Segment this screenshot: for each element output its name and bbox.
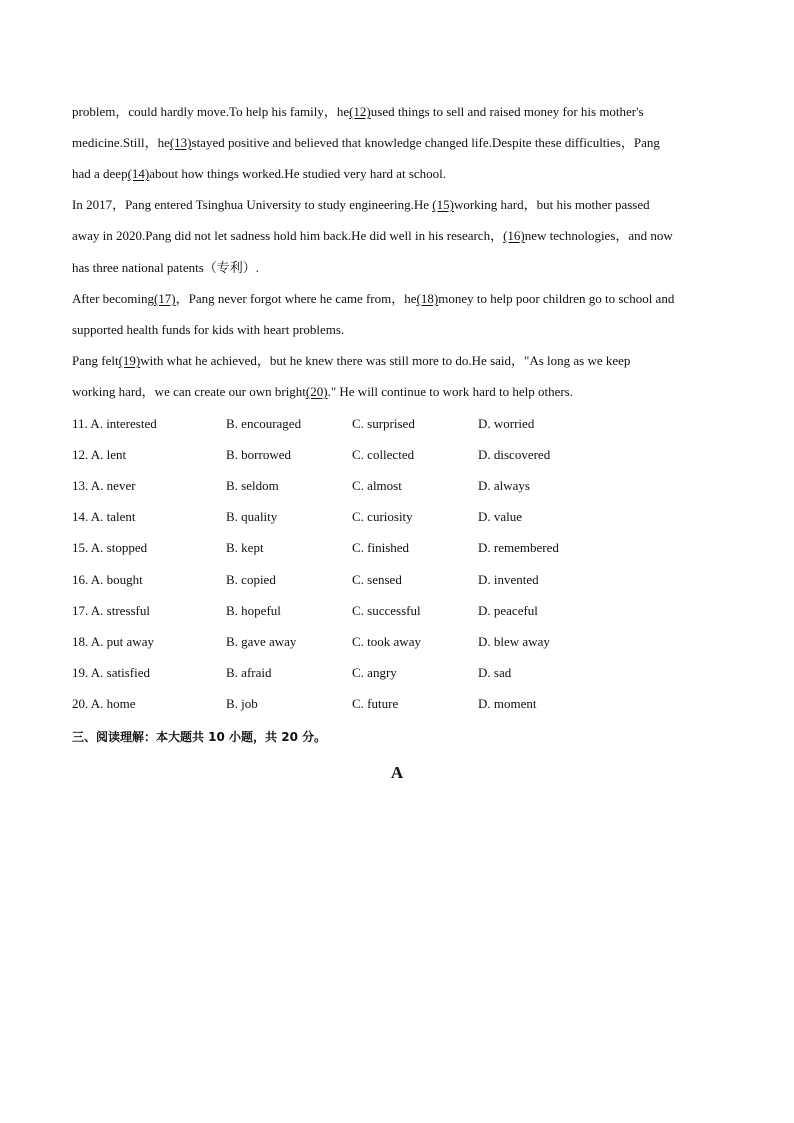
option-a: 17. A. stressful [72,603,150,618]
text: working hard，we can create our own bright [72,384,306,399]
blank-13: (13) [169,135,192,150]
option-c: C. finished [352,540,410,555]
text: ." He will continue to work hard to help others. [327,384,573,399]
option-b: B. borrowed [226,447,291,462]
option-a: 15. A. stopped [72,540,148,555]
text: In 2017，Pang entered Tsinghua University to study engineering.He [72,197,433,212]
question-17 [72,603,724,619]
blank-19: (19) [118,353,141,368]
blank-12: (12) [349,104,371,119]
blank-14: (14) [127,166,150,181]
option-b: B. gave away [226,634,297,649]
blank-16: (16) [503,228,525,243]
question-13 [72,478,724,494]
option-d: D. invented [478,572,539,587]
text: After becoming [72,291,154,306]
passage-line-1 [72,104,644,120]
option-d: D. discovered [478,447,551,462]
text: with what he achieved，but he knew there was still more to do.He said，"As long as we keep [140,353,631,368]
option-c: C. took away [352,634,421,649]
passage-line-9 [72,353,630,369]
option-a: 12. A. lent [72,447,127,462]
question-14 [72,509,724,525]
text: used things to sell and raised money for his mother's [370,104,644,119]
option-b: B. encouraged [226,416,302,431]
text: ，Pang never forgot where he came from，he [175,291,417,306]
option-a: 19. A. satisfied [72,665,150,680]
option-d: D. peaceful [478,603,538,618]
text: problem，could hardly move.To help his family，he [72,104,350,119]
option-c: C. surprised [352,416,415,431]
question-19 [72,665,724,681]
option-c: C. curiosity [352,509,413,524]
question-18 [72,634,724,650]
option-c: C. successful [352,603,421,618]
passage-line-10 [72,384,573,400]
option-b: B. kept [226,540,264,555]
part-heading: A [390,763,404,782]
text: stayed positive and believed that knowledge changed life.Despite these difficulties，Pang [191,135,660,150]
option-c: C. angry [352,665,397,680]
text: Pang felt [72,353,119,368]
option-a: 13. A. never [72,478,136,493]
option-a: 18. A. put away [72,634,154,649]
passage-line-6 [72,260,259,276]
option-b: B. hopeful [226,603,281,618]
option-b: B. afraid [226,665,272,680]
option-b: B. copied [226,572,276,587]
passage-line-8 [72,322,344,338]
question-15 [72,540,724,556]
option-a: 11. A. interested [72,416,157,431]
text: has three national patents（专利）. [72,260,260,275]
question-11 [72,416,724,432]
option-b: B. job [226,696,258,711]
blank-17: (17) [153,291,176,306]
option-d: D. sad [478,665,512,680]
option-d: D. moment [478,696,537,711]
option-d: D. value [478,509,523,524]
option-c: C. almost [352,478,402,493]
text: new technologies，and now [524,228,673,243]
option-c: C. sensed [352,572,402,587]
question-16 [72,572,724,588]
option-a: 20. A. home [72,696,136,711]
passage-line-7 [72,291,674,307]
blank-18: (18) [416,291,439,306]
option-b: B. seldom [226,478,279,493]
option-a: 16. A. bought [72,572,143,587]
passage-line-3 [72,166,446,182]
option-d: D. worried [478,416,535,431]
text: about how things worked.He studied very hard at school. [149,166,447,181]
question-20 [72,696,724,712]
option-c: C. future [352,696,399,711]
option-d: D. blew away [478,634,550,649]
option-b: B. quality [226,509,278,524]
text: supported health funds for kids with heart problems. [72,322,345,337]
text: had a deep [72,166,128,181]
text: working hard，but his mother passed [453,197,650,212]
section-title: 三、阅读理解：本大题共 10 小题，共 20 分。 [72,730,327,744]
blank-15: (15) [432,197,454,212]
passage-line-4 [72,197,650,213]
passage-line-5 [72,228,673,244]
text: money to help poor children go to school and [438,291,675,306]
option-c: C. collected [352,447,415,462]
passage-line-2 [72,135,660,151]
option-d: D. remembered [478,540,559,555]
question-12 [72,447,724,463]
option-d: D. always [478,478,530,493]
text: away in 2020.Pang did not let sadness hold him back.He did well in his research， [72,228,504,243]
option-a: 14. A. talent [72,509,136,524]
blank-20: (20) [305,384,328,399]
text: medicine.Still，he [72,135,170,150]
